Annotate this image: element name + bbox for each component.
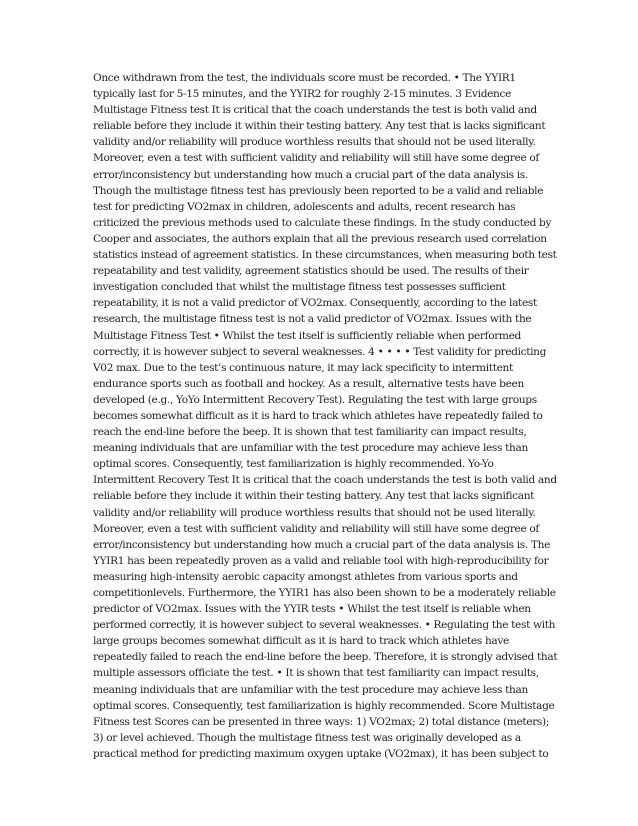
text-line: validity and/or reliability will produce worthless results that should not be used literally.	[93, 506, 536, 519]
text-line: reliable before they include it within their testing battery. Any test that lacks significant	[93, 490, 535, 503]
text-line: Though the multistage fitness test has previously been reported to be a valid and reliable	[93, 184, 544, 197]
text-line: repeatedly failed to reach the end-line before the beep. Therefore, it is strongly advised that	[93, 651, 558, 664]
text-line: competitionlevels. Furthermore, the YYIR1 has also been shown to be a moderately reliable	[93, 587, 556, 599]
text-line: Moreover, even a test with sufficient validity and reliability will still have some degree of	[93, 522, 540, 535]
text-line: meaning individuals that are unfamiliar with the test procedure may achieve less than	[93, 683, 528, 696]
text-line: statistics instead of agreement statistics. In these circumstances, when measuring both test	[93, 249, 557, 262]
text-line: predictor of VO2max. Issues with the YYIR tests • Whilst the test itself is reliable when	[93, 603, 531, 616]
text-line: practical method for predicting maximum oxygen uptake (VO2max), it has been subject to	[93, 747, 549, 760]
text-line: reliable before they include it within their testing battery. Any test that is lacks significant	[93, 120, 546, 133]
text-line: becomes somewhat difficult as it is hard to track which athletes have repeatedly failed to	[93, 409, 543, 422]
text-line: multiple assessors officiate the test. • It is shown that test familiarity can impact results,	[93, 667, 539, 680]
text-line: validity and/or reliability will produce worthless results that should not be used literally.	[93, 136, 536, 149]
text-line: Once withdrawn from the test, the individuals score must be recorded. • The YYIR1	[93, 72, 516, 84]
text-line: Moreover, even a test with sufficient validity and reliability will still have some degree of	[93, 152, 540, 165]
text-line: optimal scores. Consequently, test familiarization is highly recommended. Score Multistage	[93, 699, 555, 712]
text-line: correctly, it is however subject to several weaknesses. 4 • • • • Test validity for predicting	[93, 345, 547, 358]
text-line: investigation concluded that whilst the multistage fitness test possesses sufficient	[93, 281, 506, 294]
text-line: criticized the previous methods used to calculate these findings. In the study conducted by	[93, 216, 552, 229]
text-line: test for predicting VO2max in children, adolescents and adults, recent research has	[93, 200, 516, 213]
text-line: YYIR1 has been repeatedly proven as a valid and reliable tool with high-reproducibility for	[93, 554, 549, 567]
text-line: Multistage Fitness Test • Whilst the test itself is sufficiently reliable when performed	[93, 329, 521, 342]
text-line: meaning individuals that are unfamiliar with the test procedure may achieve less than	[93, 442, 528, 455]
text-line: repeatability, it is not a valid predictor of VO2max. Consequently, according to the latest	[93, 297, 537, 310]
text-line: performed correctly, it is however subject to several weaknesses. • Regulating the test with	[93, 619, 556, 632]
text-line: V02 max. Due to the test’s continuous nature, it may lack specificity to intermittent	[93, 361, 513, 374]
text-line: research, the multistage fitness test is not a valid predictor of VO2max. Issues with the	[93, 313, 532, 326]
text-line: Multistage Fitness test It is critical that the coach understands the test is both valid and	[93, 104, 537, 117]
text-line: repeatability and test validity, agreement statistics should be used. The results of their	[93, 265, 529, 278]
text-line: large groups becomes somewhat difficult as it is hard to track which athletes have	[93, 635, 509, 648]
text-line: developed (e.g., YoYo Intermittent Recovery Test). Regulating the test with large groups	[93, 393, 537, 406]
text-line: Fitness test Scores can be presented in three ways: 1) VO2max; 2) total distance (meters);	[93, 715, 550, 728]
body-text	[93, 70, 558, 762]
text-line: endurance sports such as football and hockey. As a result, alternative tests have been	[93, 377, 524, 390]
text-line: 3) or level achieved. Though the multistage fitness test was originally developed as a	[93, 731, 521, 744]
text-line: error/inconsistency but understanding how much a crucial part of the data analysis is.	[93, 168, 528, 181]
text-line: optimal scores. Consequently, test familiarization is highly recommended. Yo-Yo	[93, 458, 494, 471]
text-line: measuring high-intensity aerobic capacity amongst athletes from various sports and	[93, 570, 518, 583]
text-line: typically last for 5-15 minutes, and the YYIR2 for roughly 2-15 minutes. 3 Evidence	[93, 88, 512, 101]
text-line: Cooper and associates, the authors explain that all the previous research used correlation	[93, 232, 547, 245]
text-line: reach the end-line before the beep. It is shown that test familiarity can impact results,	[93, 426, 527, 439]
text-line: error/inconsistency but understanding how much a crucial part of the data analysis is. The	[93, 538, 551, 551]
text-line: Intermittent Recovery Test It is critical that the coach understands the test is both valid and	[93, 474, 557, 487]
